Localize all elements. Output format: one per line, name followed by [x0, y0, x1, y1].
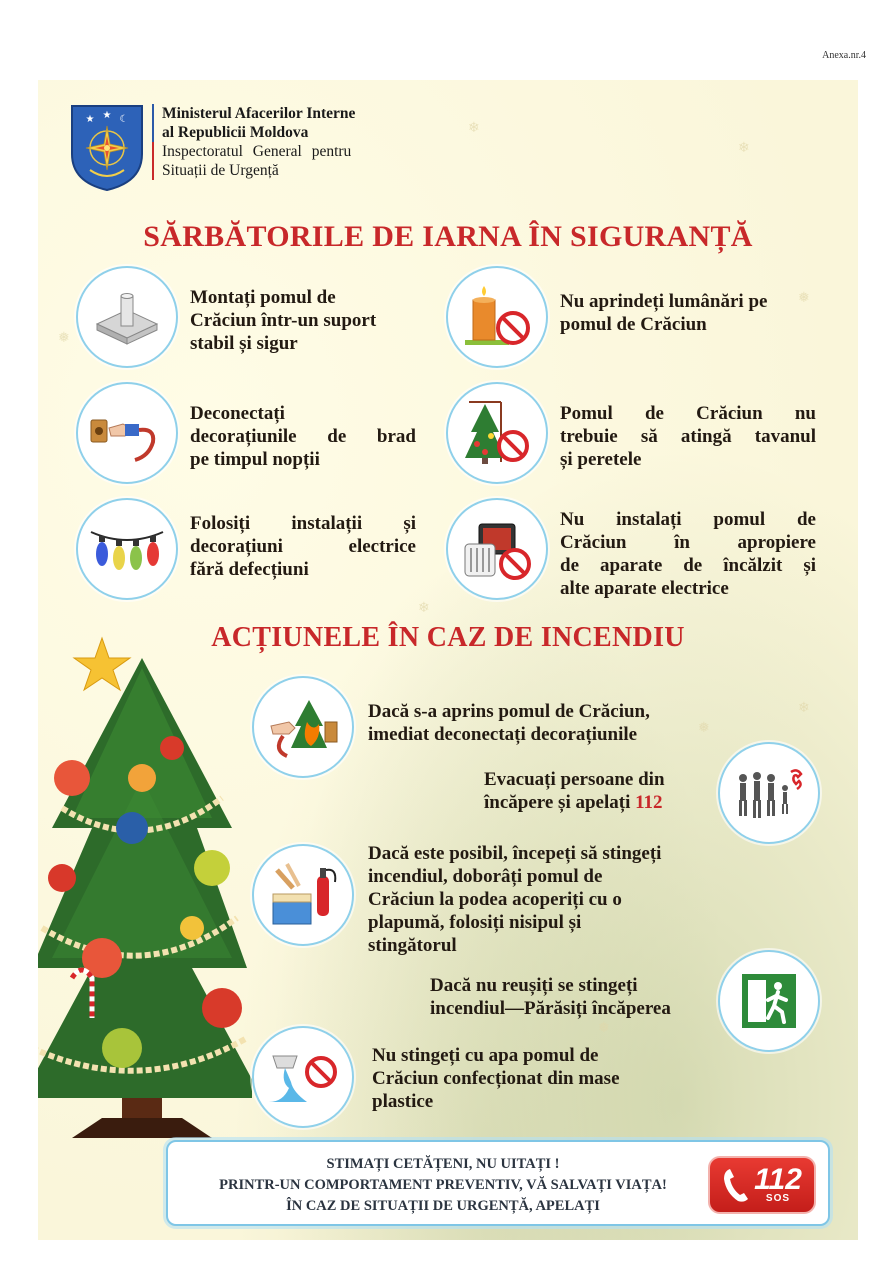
snowflake-icon: ❄	[798, 701, 810, 716]
unplug-burning-tree-icon	[263, 692, 343, 762]
footer-line2: PRINTR-UN COMPORTAMENT PREVENTIV, VĂ SALVAȚI VIAȚA!	[219, 1177, 667, 1193]
tip-text: Montați pomul de Crăciun într-un suport stabil și sigur	[190, 287, 377, 354]
svg-text:☾: ☾	[119, 114, 129, 125]
tree-stand-icon	[87, 282, 167, 352]
tip-icon-circle	[76, 266, 178, 368]
extinguisher-icon	[263, 858, 343, 932]
inspectorate-line1: Inspectoratul General pentru	[162, 143, 352, 160]
annex-label: Anexa.nr.4	[822, 50, 866, 61]
christmas-lights-icon	[87, 514, 167, 584]
tip-icon-circle	[446, 498, 548, 600]
no-candles-icon	[457, 282, 537, 352]
no-water-icon	[263, 1042, 343, 1112]
action-icon-circle	[252, 676, 354, 778]
action-text: Dacă s-a aprins pomul de Crăciun, imediat deconectați decorațiunile	[368, 701, 650, 745]
snowflake-icon: ❅	[798, 291, 810, 306]
tip-text: Folosiți instalații și decorațiuni electrice fără defecțiuni	[190, 513, 416, 580]
action-text: Dacă este posibil, începeți să stingeți incendiul, doborâți pomul de Crăciun la podea acoperiți cu o plapumă, folosiți nisipul și stingătorul	[368, 843, 662, 956]
action-icon-circle	[252, 844, 354, 946]
tree-ceiling-icon	[457, 396, 537, 470]
snowflake-icon: ❅	[58, 331, 70, 346]
inspectorate-line2: Situații de Urgență	[162, 162, 279, 179]
exit-door-icon	[734, 966, 804, 1036]
section-title-fire-actions: ACȚIUNELE ÎN CAZ DE INCENDIU	[211, 622, 685, 653]
snowflake-icon: ❄	[738, 141, 750, 156]
safety-poster	[38, 80, 858, 1240]
action-text: Dacă nu reușiți se stingeți incendiul—Părăsiți încăperea	[430, 975, 671, 1019]
tip-text: Nu instalați pomul de Crăciun în apropiere de aparate de încălzit și alte aparate electrice	[560, 509, 816, 599]
snowflake-icon: ❄	[418, 601, 430, 616]
tip-text: Pomul de Crăciun nu trebuie să atingă tavanul și peretele	[560, 403, 816, 470]
section-title-safety: SĂRBĂTORILE DE IARNA ÎN SIGURANȚĂ	[143, 220, 753, 253]
moldova-crest-icon	[70, 104, 144, 192]
footer-line3: ÎN CAZ DE SITUAȚII DE URGENȚĂ, APELAȚI	[286, 1198, 600, 1214]
action-icon-circle	[252, 1026, 354, 1128]
unplug-icon	[87, 398, 167, 468]
tip-icon-circle	[446, 382, 548, 484]
snowflake-icon: ❄	[468, 121, 480, 136]
evacuate-call-icon	[729, 758, 809, 828]
emergency-number: 112	[635, 792, 663, 813]
emergency-112-badge	[708, 1156, 816, 1214]
svg-text:★: ★	[102, 110, 112, 121]
action-text: Evacuați persoane din încăpere și apelați 112	[484, 769, 665, 813]
ministry-header	[70, 104, 355, 192]
tip-text: Nu aprindeți lumânări pe pomul de Crăciun	[560, 291, 768, 335]
sos-label: SOS	[765, 1192, 791, 1204]
svg-text:★: ★	[85, 114, 95, 125]
action-icon-circle	[718, 950, 820, 1052]
tip-icon-circle	[76, 382, 178, 484]
action-text: Nu stingeți cu apa pomul de Crăciun confecționat din mase plastice	[372, 1045, 620, 1112]
christmas-tree-illustration	[38, 628, 252, 1168]
snowflake-icon: ❅	[598, 1021, 610, 1036]
no-heater-icon	[457, 514, 537, 584]
ministry-name-line1: Ministerul Afacerilor Interne	[162, 105, 356, 122]
footer-reminder-box	[166, 1140, 830, 1226]
emergency-number-badge: 112	[754, 1162, 802, 1196]
ministry-name-line2: al Republicii Moldova	[162, 124, 309, 141]
tip-icon-circle	[446, 266, 548, 368]
tip-icon-circle	[76, 498, 178, 600]
footer-line1: STIMAȚI CETĂȚENI, NU UITAȚI !	[326, 1156, 560, 1172]
phone-icon	[722, 1165, 750, 1205]
snowflake-icon: ❅	[698, 721, 710, 736]
action-icon-circle	[718, 742, 820, 844]
tip-text: Deconectați decorațiunile de brad pe timpul nopții	[190, 403, 416, 470]
